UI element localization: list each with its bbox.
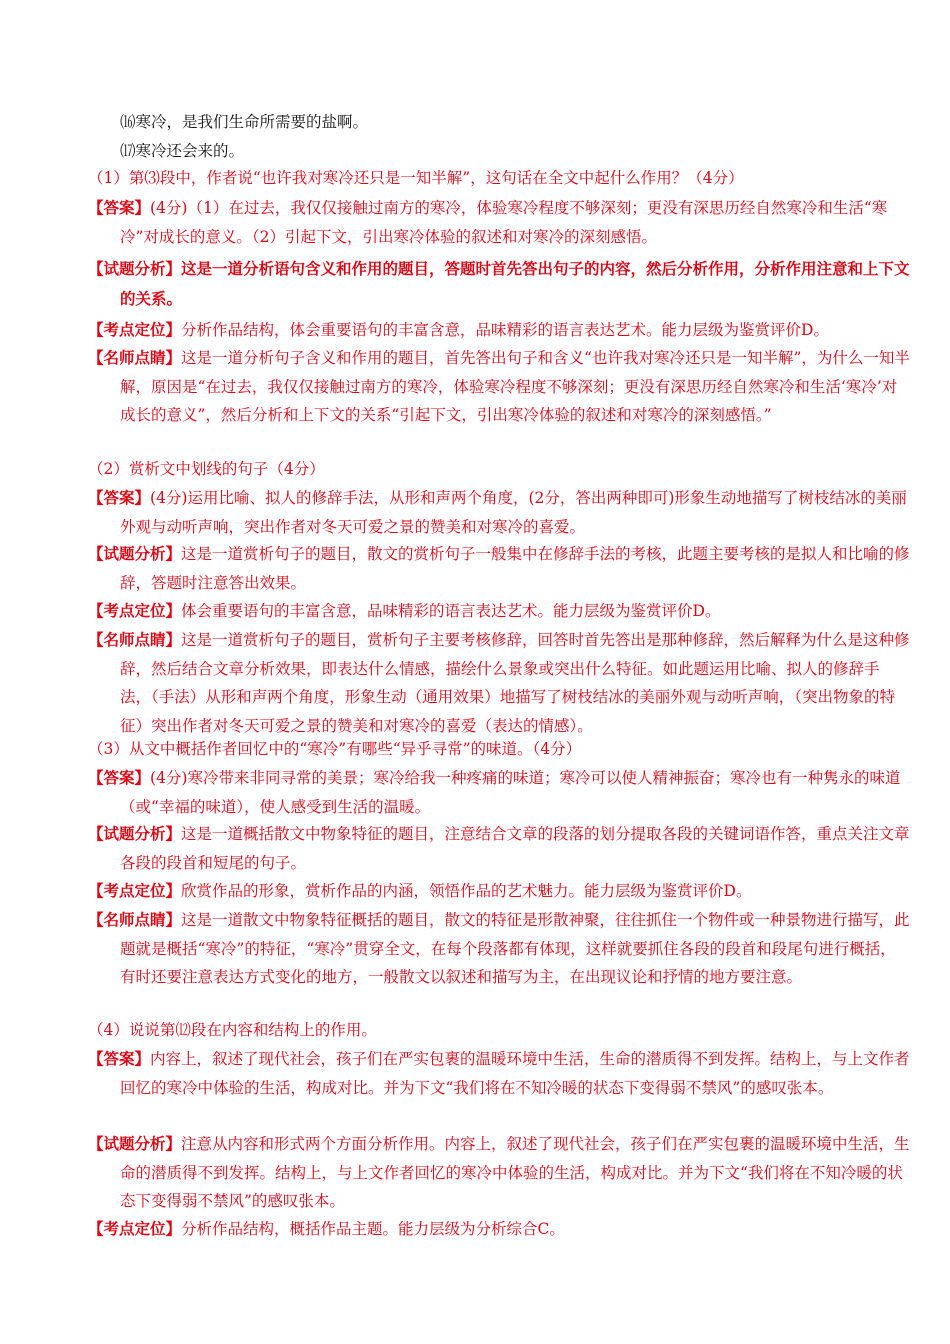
q4-point-text: 分析作品结构，概括作品主题。能力层级为分析综合C。	[181, 1220, 565, 1238]
q3-answer	[88, 764, 910, 821]
q1-point-text: 分析作品结构，体会重要语句的丰富含意，品味精彩的语言表达艺术。能力层级为鉴赏评价D。	[181, 321, 829, 339]
analysis-tag: 【试题分析】	[88, 544, 182, 563]
q4-answer-text: 内容上，叙述了现代社会，孩子们在严实包裹的温暖环境中生活，生命的潜质得不到发挥。结构上，与上文作者回忆的寒冷中体验的生活，构成对比。并为下文“我们将在不知冷暖的状态下变得弱不禁风”的感叹张本。	[120, 1050, 910, 1097]
q4-analysis	[88, 1130, 910, 1216]
q1-answer-text: (4分)（1）在过去，我仅仅接触过南方的寒冷，体验寒冷程度不够深刻；更没有深思历经自然寒冷和生活“寒冷”对成长的意义。（2）引起下文，引出寒冷体验的叙述和对寒冷的深刻感悟。	[120, 199, 888, 246]
teacher-tag: 【名师点睛】	[88, 910, 182, 929]
teacher-tag: 【名师点睛】	[88, 630, 182, 649]
analysis-tag: 【试题分析】	[88, 824, 182, 843]
q1-teacher-text: 这是一道分析句子含义和作用的题目，首先答出句子和含义“也许我对寒冷还只是一知半解”，为什么一知半解，原因是“在过去，我仅仅接触过南方的寒冷，体验寒冷程度不够深刻；更没有深思历经自然寒冷和生活‘寒冷’对成长的意义”，然后分析和上下文的关系“引起下文，引出寒冷体验的叙述和对寒冷的深刻感悟。”	[120, 349, 910, 424]
q3-analysis	[88, 820, 910, 877]
q4-point	[88, 1215, 910, 1244]
answer-tag: 【答案】	[88, 488, 151, 507]
q1-teacher	[88, 344, 910, 430]
q3-teacher-text: 这是一道散文中物象特征概括的题目，散文的特征是形散神聚，往往抓住一个物件或一种景物进行描写，此题就是概括“寒冷”的特征，“寒冷”贯穿全文，在每个段落都有体现，这样就要抓住各段的段首和段尾句进行概括，有时还要注意表达方式变化的地方，一般散文以叙述和描写为主，在出现议论和抒情的地方要注意。	[120, 911, 910, 986]
q2-point-text: 体会重要语句的丰富含意，品味精彩的语言表达艺术。能力层级为鉴赏评价D。	[181, 602, 721, 620]
point-tag: 【考点定位】	[88, 881, 182, 900]
q4-answer	[88, 1045, 910, 1102]
analysis-tag: 【试题分析】	[88, 1134, 182, 1153]
q3-question	[88, 735, 888, 764]
q1-answer	[88, 194, 910, 251]
intro-line-17: ⒄寒冷还会来的。	[120, 142, 245, 160]
analysis-tag: 【试题分析】	[88, 259, 182, 278]
point-tag: 【考点定位】	[88, 320, 182, 339]
q3-analysis-text: 这是一道概括散文中物象特征的题目，注意结合文章的段落的划分提取各段的关键词语作答，重点关注文章各段的段首和短尾的句子。	[120, 825, 910, 872]
teacher-tag: 【名师点睛】	[88, 348, 182, 367]
q2-answer-text: (4分)运用比喻、拟人的修辞手法，从形和声两个角度，(2分，答出两种即可)形象生动地描写了树枝结冰的美丽外观与动听声响，突出作者对冬天可爱之景的赞美和对寒冷的喜爱。	[120, 489, 907, 536]
answer-tag: 【答案】	[88, 198, 151, 217]
q2-teacher	[88, 626, 910, 740]
q2-answer	[88, 484, 910, 541]
q1-analysis	[88, 254, 910, 314]
intro-line-16: ⒃寒冷，是我们生命所需要的盐啊。	[120, 113, 369, 131]
q3-point-text: 欣赏作品的形象，赏析作品的内涵，领悟作品的艺术魅力。能力层级为鉴赏评价D。	[181, 882, 752, 900]
q2-question	[88, 455, 888, 484]
q3-point	[88, 877, 910, 906]
q3-answer-text: (4分)寒冷带来非同寻常的美景；寒冷给我一种疼痛的味道；寒冷可以使人精神振奋；寒冷也有一种隽永的味道（或“幸福的味道），使人感受到生活的温暖。	[120, 769, 901, 816]
q1-question: （1）第⑶段中，作者说“也许我对寒冷还只是一知半解”，这句话在全文中起什么作用？（4分）	[88, 169, 744, 187]
q3-teacher	[88, 906, 910, 992]
point-tag: 【考点定位】	[88, 601, 182, 620]
q1-point	[88, 316, 910, 345]
point-tag: 【考点定位】	[88, 1219, 182, 1238]
q3-question-text: （3）从文中概括作者回忆中的“寒冷”有哪些“异乎寻常”的味道。（4分）	[88, 740, 582, 758]
answer-tag: 【答案】	[88, 768, 151, 787]
q4-question-text: （4）说说第⑿段在内容和结构上的作用。	[88, 1021, 377, 1039]
q2-point	[88, 597, 910, 626]
q2-question-text: （2）赏析文中划线的句子（4分）	[88, 460, 325, 478]
q4-analysis-text: 注意从内容和形式两个方面分析作用。内容上，叙述了现代社会，孩子们在严实包裹的温暖环境中生活，生命的潜质得不到发挥。结构上，与上文作者回忆的寒冷中体验的生活，构成对比。并为下文“我们将在不知冷暖的状态下变得弱不禁风”的感叹张本。	[120, 1135, 910, 1210]
q1-analysis-text: 这是一道分析语句含义和作用的题目，答题时首先答出句子的内容，然后分析作用，分析作用注意和上下文的关系。	[120, 259, 910, 308]
q1-section	[88, 164, 888, 193]
q2-analysis-text: 这是一道赏析句子的题目，散文的赏析句子一般集中在修辞手法的考核，此题主要考核的是拟人和比喻的修辞，答题时注意答出效果。	[120, 545, 910, 592]
answer-tag: 【答案】	[88, 1049, 151, 1068]
q4-question	[88, 1016, 888, 1045]
q2-teacher-text: 这是一道赏析句子的题目，赏析句子主要考核修辞，回答时首先答出是那种修辞，然后解释为什么是这种修辞，然后结合文章分析效果，即表达什么情感，描绘什么景象或突出什么特征。如此题运用比喻、拟人的修辞手法，（手法）从形和声两个角度，形象生动（通用效果）地描写了树枝结冰的美丽外观与动听声响，（突出物象的特征）突出作者对冬天可爱之景的赞美和对寒冷的喜爱（表达的情感）。	[120, 631, 910, 735]
q2-analysis	[88, 540, 910, 597]
